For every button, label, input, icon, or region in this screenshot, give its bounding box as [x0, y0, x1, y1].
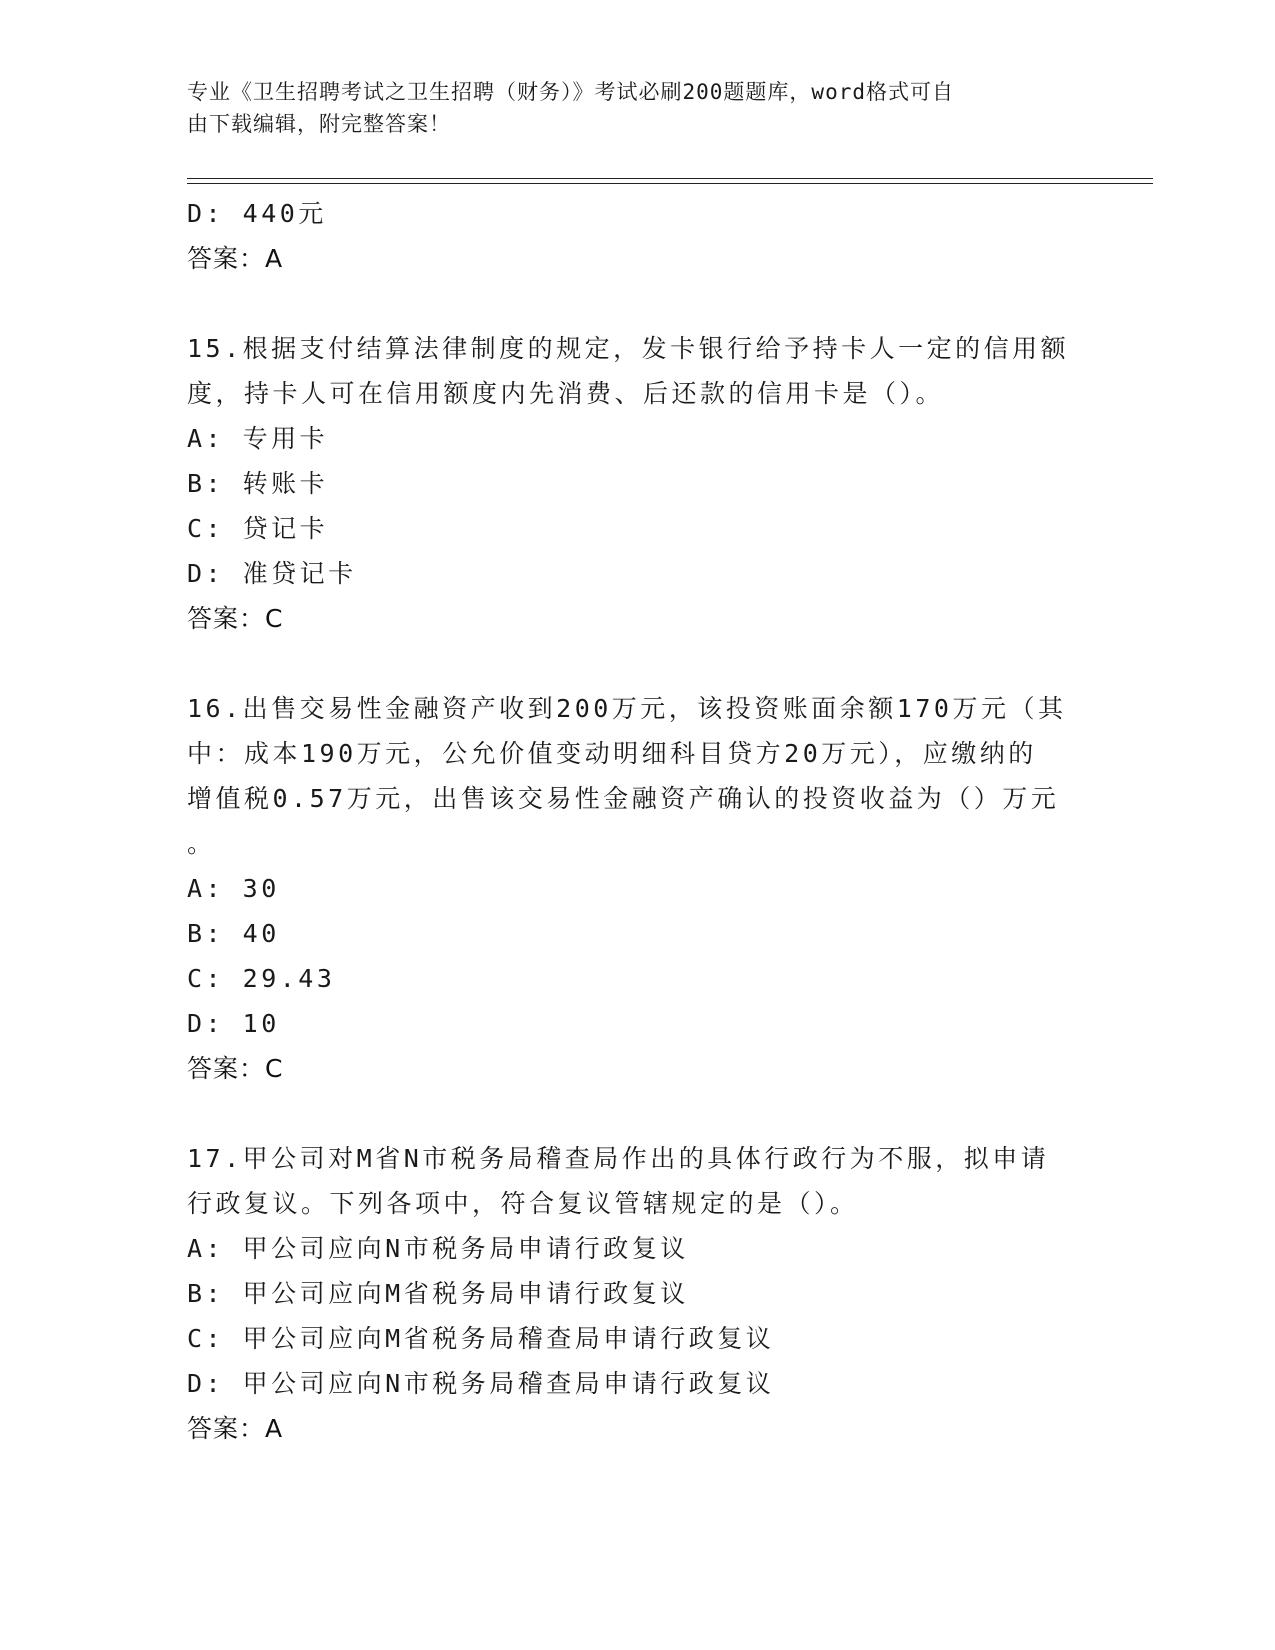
spacer — [187, 641, 1087, 686]
question-stem-line: 中：成本190万元，公允价值变动明细科目贷方20万元），应缴纳的 — [187, 739, 1037, 768]
question-stem-line: 15.根据支付结算法律制度的规定，发卡银行给予持卡人一定的信用额 — [187, 334, 1070, 363]
header-divider-top — [187, 178, 1153, 179]
question-stem-line: 增值税0.57万元，出售该交易性金融资产确认的投资收益为（）万元 — [187, 784, 1060, 813]
option-a: A: 专用卡 — [187, 424, 329, 453]
header-line-1: 专业《卫生招聘考试之卫生招聘（财务）》考试必刷200题题库，word格式可自 — [187, 80, 954, 104]
option-d: D: 440元 — [187, 199, 327, 228]
answer-line: 答案：C — [187, 604, 284, 633]
option-c: C: 贷记卡 — [187, 514, 329, 543]
question-stem-line: 行政复议。下列各项中，符合复议管辖规定的是（）。 — [187, 1189, 859, 1218]
option-c: C: 甲公司应向M省税务局稽查局申请行政复议 — [187, 1324, 775, 1353]
option-a: A: 30 — [187, 874, 280, 903]
question-stem-line: 16.出售交易性金融资产收到200万元，该投资账面余额170万元（其 — [187, 694, 1067, 723]
question-16 — [187, 686, 1087, 1091]
option-d: D: 准贷记卡 — [187, 559, 357, 588]
answer-line: 答案：A — [187, 1414, 284, 1443]
option-d: D: 10 — [187, 1009, 280, 1038]
answer-line: 答案：C — [187, 1054, 284, 1083]
header-divider-bottom — [187, 183, 1153, 184]
option-d: D: 甲公司应向N市税务局稽查局申请行政复议 — [187, 1369, 775, 1398]
question-stem-line: 度，持卡人可在信用额度内先消费、后还款的信用卡是（）。 — [187, 379, 945, 408]
option-b: B: 转账卡 — [187, 469, 329, 498]
header-line-2: 由下载编辑，附完整答案！ — [187, 112, 451, 136]
option-c: C: 29.43 — [187, 964, 336, 993]
question-stem-line: 17.甲公司对M省N市税务局稽查局作出的具体行政行为不服，拟申请 — [187, 1144, 1050, 1173]
option-a: A: 甲公司应向N市税务局申请行政复议 — [187, 1234, 689, 1263]
option-b: B: 40 — [187, 919, 280, 948]
document-body — [187, 191, 1087, 1451]
document-header — [187, 76, 1067, 140]
spacer — [187, 1091, 1087, 1136]
question-15 — [187, 326, 1087, 641]
question-stem-line: 。 — [187, 829, 216, 858]
question-17 — [187, 1136, 1087, 1451]
spacer — [187, 281, 1087, 326]
option-b: B: 甲公司应向M省税务局申请行政复议 — [187, 1279, 689, 1308]
answer-line: 答案：A — [187, 244, 284, 273]
carryover-block — [187, 191, 1087, 281]
